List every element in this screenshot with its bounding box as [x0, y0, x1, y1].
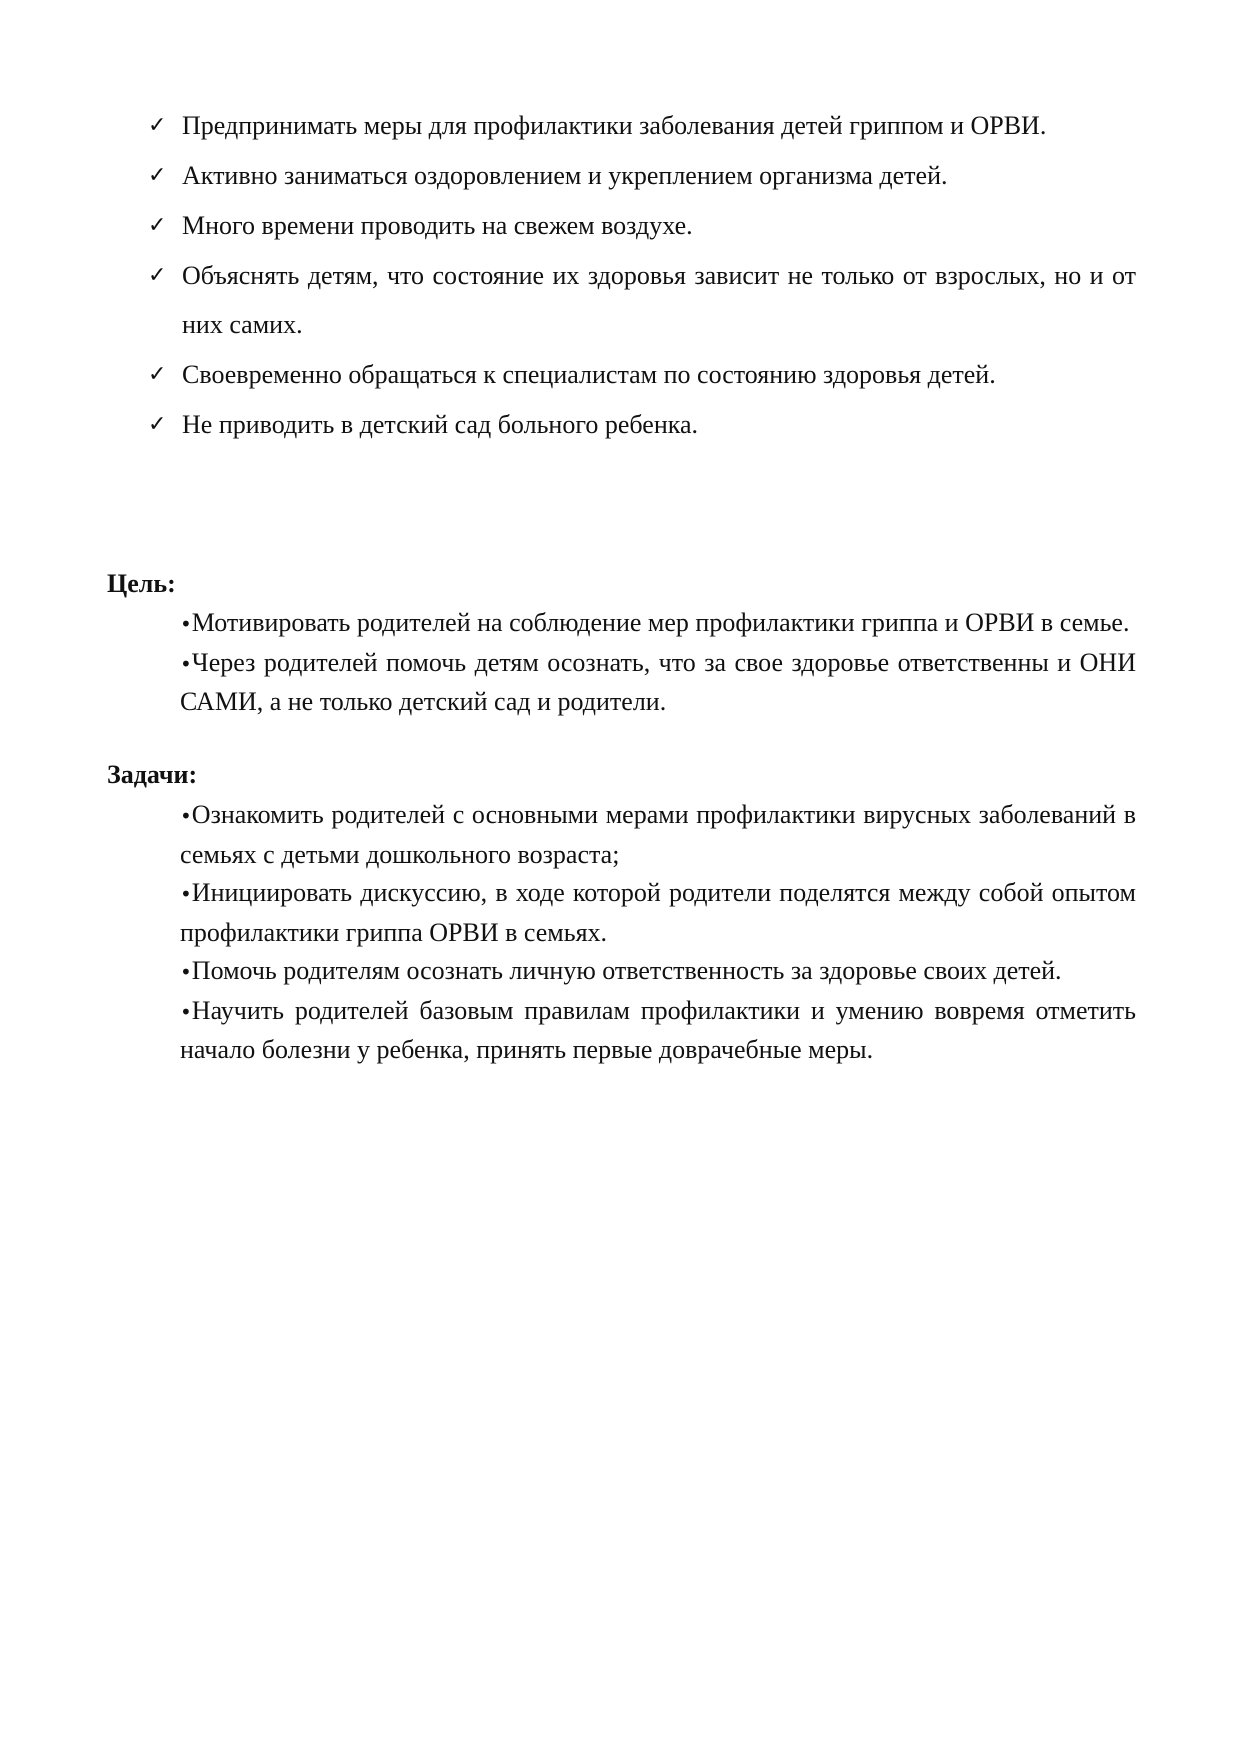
- checklist-item-text: Активно заниматься оздоровлением и укреплением организма детей.: [182, 161, 948, 190]
- checklist-item-text: Много времени проводить на свежем воздухе.: [182, 211, 693, 240]
- bullet-icon: •: [180, 804, 192, 828]
- task-item: [180, 796, 1136, 874]
- task-item-text: Помочь родителям осознать личную ответственность за здоровье своих детей.: [191, 956, 1062, 985]
- bullet-icon: •: [180, 612, 192, 636]
- bullet-icon: •: [180, 999, 192, 1024]
- tasks-heading: Задачи:: [107, 760, 198, 789]
- bullet-icon: •: [180, 960, 192, 984]
- tasks-list: [180, 796, 1136, 1070]
- check-mark-icon: ✓: [148, 113, 167, 138]
- check-mark-icon: ✓: [148, 163, 167, 188]
- task-item-text: Научить родителей базовым правилам профилактики и умению вовремя отметить начало болезни у ребенка, принять первые доврачебные меры.: [180, 995, 1136, 1064]
- checklist-item: [148, 350, 1136, 399]
- checklist-item: [148, 201, 1136, 250]
- checklist-item: [148, 101, 1136, 150]
- task-item: [180, 952, 1136, 992]
- check-mark-icon: ✓: [148, 412, 167, 437]
- checklist-item-text: Своевременно обращаться к специалистам по состоянию здоровья детей.: [182, 360, 996, 389]
- checklist-item-text: Предпринимать меры для профилактики заболевания детей гриппом и ОРВИ.: [182, 111, 1047, 140]
- recommendations-checklist: [148, 101, 1136, 450]
- task-item: [180, 992, 1136, 1070]
- goal-heading: Цель:: [107, 569, 176, 598]
- goal-item-text: Мотивировать родителей на соблюдение мер профилактики гриппа и ОРВИ в семье.: [191, 608, 1130, 637]
- bullet-icon: •: [180, 651, 192, 676]
- check-mark-icon: ✓: [148, 213, 167, 238]
- task-item: [180, 874, 1136, 952]
- check-mark-icon: ✓: [148, 263, 167, 288]
- checklist-item: [148, 151, 1136, 200]
- goal-item: [180, 604, 1136, 644]
- task-item-text: Ознакомить родителей с основными мерами профилактики вирусных заболеваний в семьях с детьми дошкольного возраста;: [180, 800, 1136, 869]
- checklist-item-text: Не приводить в детский сад больного ребенка.: [182, 410, 699, 439]
- goal-item-text: Через родителей помочь детям осознать, что за свое здоровье ответственны и ОНИ САМИ, а не только детский сад и родители.: [180, 647, 1136, 716]
- bullet-icon: •: [180, 882, 192, 906]
- goal-item: [180, 644, 1136, 722]
- task-item-text: Инициировать дискуссию, в ходе которой родители поделятся между собой опытом профилактики гриппа ОРВИ в семьях.: [180, 878, 1136, 947]
- checklist-item: [148, 251, 1136, 349]
- checklist-item-text: Объяснять детям, что состояние их здоровья зависит не только от взрослых, но и от них самих.: [182, 261, 1136, 339]
- checklist-item: [148, 400, 1136, 449]
- check-mark-icon: ✓: [148, 362, 167, 387]
- goal-list: [180, 604, 1136, 722]
